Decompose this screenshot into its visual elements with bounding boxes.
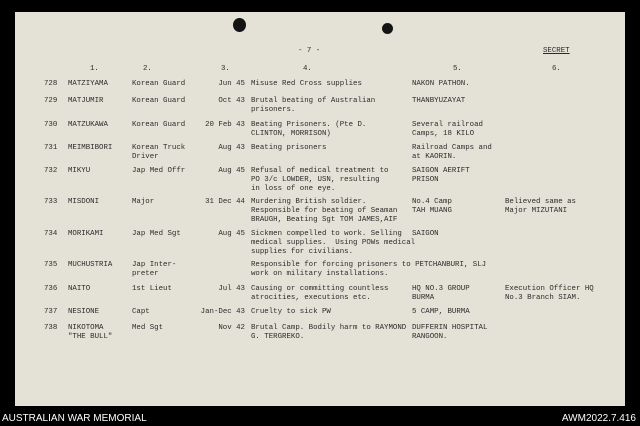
suspect-name: MISDONI (68, 198, 100, 206)
offence-place: DUFFERIN HOSPITAL RANGOON. (412, 324, 488, 341)
offence-place: THANBYUZAYAT (412, 97, 466, 105)
suspect-name: MEIMBIBORI (68, 144, 113, 152)
suspect-name: NAITO (68, 285, 91, 293)
document-page (15, 12, 625, 406)
offence-place: Several railroad Camps, 18 KILO (412, 121, 483, 138)
column-number-4: 4. (303, 65, 312, 73)
offence-place: HQ NO.3 GROUP BURMA (412, 285, 470, 302)
suspect-rank: Jap Med Offr (132, 167, 186, 175)
offence-description: Misuse Red Cross supplies (251, 80, 362, 88)
suspect-rank: Jap Med Sgt (132, 230, 181, 238)
offence-description: Beating Prisoners. (Pte D. CLINTON, MORRISON) (251, 121, 367, 138)
suspect-rank: Korean Truck Driver (132, 144, 186, 161)
entry-number: 738 (44, 324, 58, 332)
offence-date: 31 Dec 44 (205, 198, 245, 206)
offence-date: Aug 43 (218, 144, 245, 152)
offence-description: Brutal Camp. Bodily harm to RAYMOND G. TERGREKO. (251, 324, 407, 341)
offence-description: Brutal beating of Australian prisoners. (251, 97, 376, 114)
suspect-name: MATZUKAWA (68, 121, 108, 129)
suspect-rank: 1st Lieut (132, 285, 172, 293)
entry-number: 729 (44, 97, 58, 105)
entry-number: 731 (44, 144, 58, 152)
entry-number: 734 (44, 230, 58, 238)
suspect-name: MUCHUSTRIA (68, 261, 113, 269)
offence-description: Causing or committing countless atrocities, executions etc. (251, 285, 389, 302)
offence-description: Responsible for forcing prisoners to PETCHANBURI, SLJ work on military installations. (251, 261, 487, 278)
classification-mark: SECRET (543, 47, 570, 55)
suspect-rank: Major (132, 198, 155, 206)
offence-date: Aug 45 (218, 230, 245, 238)
offence-description: Refusal of medical treatment to PO 3/c LOWDER, USN, resulting in loss of one eye. (251, 167, 389, 193)
archive-reference: AWM2022.7.416 (561, 413, 636, 424)
punch-hole (382, 23, 393, 34)
offence-date: Jun 45 (218, 80, 245, 88)
entry-number: 730 (44, 121, 58, 129)
offence-date: Nov 42 (218, 324, 245, 332)
column-number-1: 1. (90, 65, 99, 73)
offence-description: Sickmen compelled to work. Selling medical supplies. Using POWs medical supplies for civilians. (251, 230, 416, 256)
entry-number: 735 (44, 261, 58, 269)
column-number-2: 2. (143, 65, 152, 73)
suspect-name: MATZIYAMA (68, 80, 108, 88)
entry-number: 737 (44, 308, 58, 316)
institution-credit: AUSTRALIAN WAR MEMORIAL (2, 413, 147, 424)
remarks: Execution Officer HQ No.3 Branch SIAM. (505, 285, 594, 302)
entry-number: 732 (44, 167, 58, 175)
suspect-name: MORIKAMI (68, 230, 104, 238)
offence-place: No.4 Camp TAH MUANG (412, 198, 452, 215)
offence-place: SAIGON AERIFT PRISON (412, 167, 470, 184)
offence-description: Cruelty to sick PW (251, 308, 331, 316)
entry-number: 733 (44, 198, 58, 206)
suspect-rank: Korean Guard (132, 121, 186, 129)
entry-number: 736 (44, 285, 58, 293)
offence-date: Oct 43 (218, 97, 245, 105)
suspect-rank: Jap Inter- preter (132, 261, 177, 278)
offence-place: Railroad Camps and at KAORIN. (412, 144, 492, 161)
suspect-rank: Capt (132, 308, 150, 316)
suspect-rank: Korean Guard (132, 80, 186, 88)
suspect-rank: Med Sgt (132, 324, 164, 332)
page-number: - 7 - (298, 47, 321, 55)
offence-description: Murdering British soldier. Responsible for beating of Seaman BRAUGH, Beating Sgt TOM JAMES,AIF (251, 198, 398, 224)
offence-place: 5 CAMP, BURMA (412, 308, 470, 316)
offence-place: NAKON PATHON. (412, 80, 470, 88)
remarks: Believed same as Major MIZUTANI (505, 198, 576, 215)
column-number-3: 3. (221, 65, 230, 73)
column-number-5: 5. (453, 65, 462, 73)
offence-date: Jul 43 (218, 285, 245, 293)
suspect-name: MIKYU (68, 167, 91, 175)
column-number-6: 6. (552, 65, 561, 73)
offence-date: Jan-Dec 43 (200, 308, 245, 316)
punch-hole (233, 18, 246, 32)
suspect-rank: Korean Guard (132, 97, 186, 105)
entry-number: 728 (44, 80, 58, 88)
offence-date: Aug 45 (218, 167, 245, 175)
offence-description: Beating prisoners (251, 144, 327, 152)
offence-place: SAIGON (412, 230, 439, 238)
suspect-name: NESIONE (68, 308, 100, 316)
suspect-name: NIKOTOMA "THE BULL" (68, 324, 113, 341)
suspect-name: MATJUMIR (68, 97, 104, 105)
offence-date: 20 Feb 43 (205, 121, 245, 129)
